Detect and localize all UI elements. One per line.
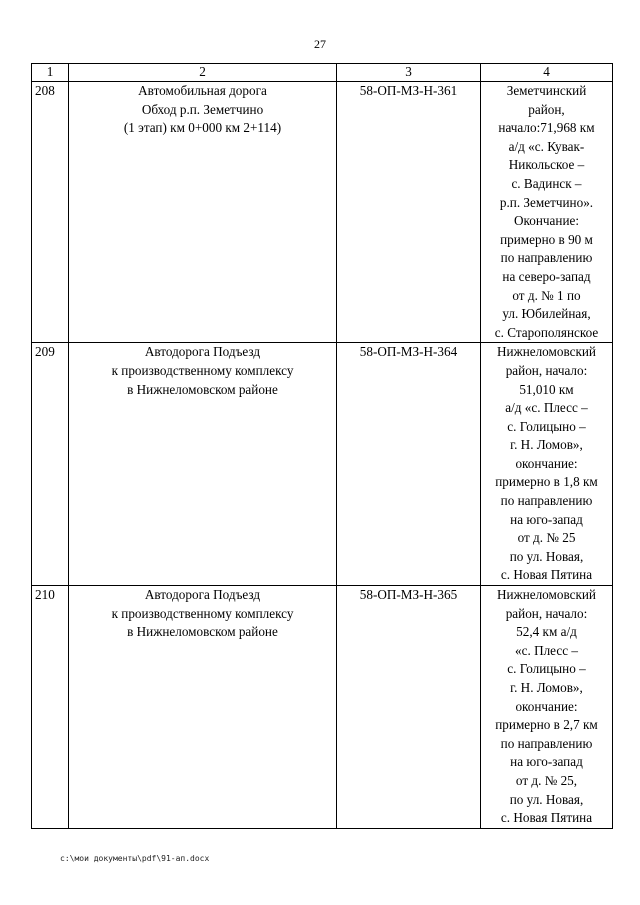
cell-line: по ул. Новая, — [509, 791, 584, 807]
road-name — [69, 586, 337, 829]
cell-line: Обход р.п. Земетчино — [141, 101, 264, 117]
cell-line: Автодорога Подъезд — [144, 344, 261, 360]
column-header-2: 2 — [69, 64, 337, 82]
cell-line: на северо-запад — [502, 268, 591, 284]
table-row — [32, 343, 613, 586]
row-number: 210 — [32, 586, 69, 829]
cell-line: а/д «с. Плесс – — [505, 400, 588, 416]
cell-line: по направлению — [500, 493, 593, 509]
road-code: 58-ОП-МЗ-Н-365 — [337, 586, 481, 829]
cell-line: по направлению — [500, 735, 593, 751]
cell-line: Автодорога Подъезд — [144, 587, 261, 603]
road-name — [69, 343, 337, 586]
cell-line: ул. Юбилейная, — [502, 306, 591, 322]
road-code: 58-ОП-МЗ-Н-361 — [337, 82, 481, 343]
cell-line: г. Н. Ломов», — [510, 680, 583, 695]
cell-line: с. Старополянское — [494, 324, 599, 340]
cell-line: начало:71,968 км — [498, 120, 595, 136]
table-row — [32, 82, 613, 343]
cell-line: район, — [528, 101, 565, 117]
column-header-4: 4 — [481, 64, 613, 82]
road-name — [69, 82, 337, 343]
cell-line: г. Н. Ломов», — [510, 437, 583, 453]
road-location — [481, 82, 613, 343]
cell-line: к производственному комплексу — [111, 605, 294, 621]
cell-line: примерно в 2,7 км — [495, 717, 598, 733]
cell-line: к производственному комплексу — [111, 362, 294, 378]
cell-line: р.п. Земетчино». — [499, 194, 594, 210]
cell-line: Нижнеломовский — [497, 587, 596, 603]
cell-line: Земетчинский — [506, 83, 587, 98]
cell-line: от д. № 1 по — [512, 287, 581, 303]
cell-line: от д. № 25 — [517, 530, 576, 546]
cell-line: Нижнеломовский — [497, 344, 596, 360]
cell-line: Никольское – — [508, 157, 585, 173]
cell-line: в Нижнеломовском районе — [127, 381, 278, 397]
cell-line: примерно в 90 м — [500, 231, 593, 247]
cell-line: Окончание: — [513, 213, 580, 229]
row-number: 209 — [32, 343, 69, 586]
cell-line: 51,010 км — [519, 381, 574, 397]
cell-line: по ул. Новая, — [509, 548, 584, 564]
cell-line: с. Новая Пятина — [500, 567, 593, 583]
cell-line: Автомобильная дорога — [138, 83, 267, 98]
cell-line: (1 этап) км 0+000 км 2+114) — [123, 120, 282, 136]
table-row — [32, 586, 613, 829]
table-header-row — [32, 64, 613, 82]
row-number: 208 — [32, 82, 69, 343]
file-path-footer: c:\мои документы\pdf\91-ап.docx — [60, 854, 210, 863]
road-code: 58-ОП-МЗ-Н-364 — [337, 343, 481, 586]
cell-line: примерно в 1,8 км — [495, 474, 598, 490]
cell-line: окончание: — [515, 698, 578, 714]
cell-line: на юго-запад — [510, 511, 583, 527]
cell-line: 52,4 км а/д — [516, 624, 577, 640]
cell-line: в Нижнеломовском районе — [127, 624, 278, 640]
cell-line: на юго-запад — [510, 754, 583, 770]
cell-line: окончание: — [515, 455, 578, 471]
road-location — [481, 586, 613, 829]
cell-line: от д. № 25, — [515, 772, 578, 788]
column-header-1: 1 — [32, 64, 69, 82]
cell-line: «с. Плесс – — [515, 642, 578, 658]
road-location — [481, 343, 613, 586]
cell-line: с. Новая Пятина — [500, 810, 593, 826]
roads-table — [31, 63, 613, 829]
cell-line: район, начало: — [505, 605, 588, 621]
page-number: 27 — [314, 37, 326, 51]
cell-line: по направлению — [500, 250, 593, 266]
cell-line: с. Голицыно – — [507, 661, 586, 677]
cell-line: с. Вадинск – — [511, 175, 582, 191]
cell-line: район, начало: — [505, 362, 588, 378]
cell-line: а/д «с. Кувак- — [508, 138, 585, 154]
cell-line: с. Голицыно – — [507, 418, 586, 434]
column-header-3: 3 — [337, 64, 481, 82]
